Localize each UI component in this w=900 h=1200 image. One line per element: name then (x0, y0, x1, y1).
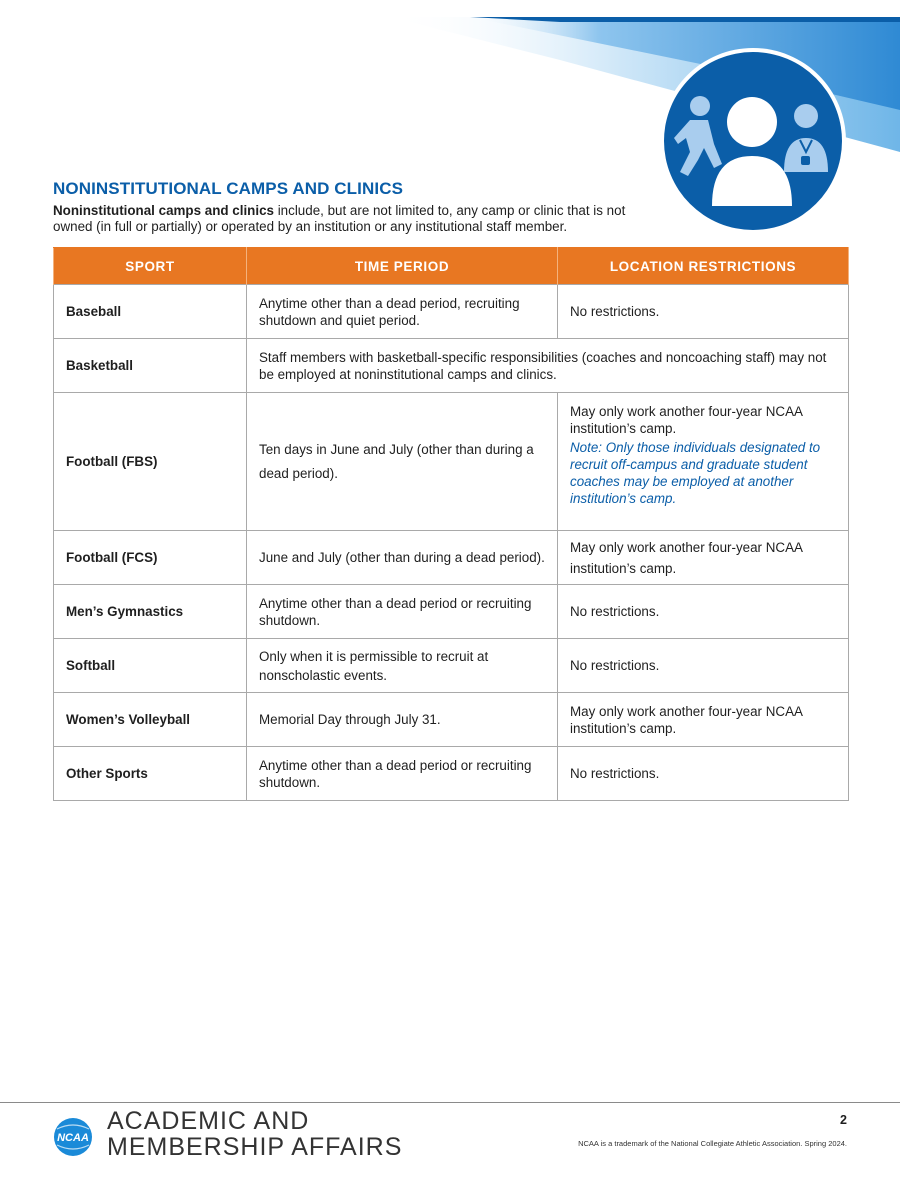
footer-divider (0, 1102, 900, 1103)
people-group-icon (660, 48, 846, 234)
location-cell: No restrictions. (558, 585, 849, 639)
sport-cell: Softball (54, 639, 247, 693)
sport-cell: Basketball (54, 339, 247, 393)
table-row (54, 693, 849, 747)
sport-cell: Other Sports (54, 747, 247, 801)
time-period-cell: June and July (other than during a dead period). (247, 531, 558, 585)
sport-cell: Women’s Volleyball (54, 693, 247, 747)
sport-cell: Football (FCS) (54, 531, 247, 585)
location-text: May only work another four-year NCAA institution’s camp. (570, 404, 803, 436)
table-row (54, 339, 849, 393)
time-period-cell: Memorial Day through July 31. (247, 693, 558, 747)
time-period-cell: Only when it is permissible to recruit at nonscholastic events. (247, 639, 558, 693)
sport-cell: Baseball (54, 285, 247, 339)
location-cell: May only work another four-year NCAA institution’s camp. (558, 531, 849, 585)
table-row (54, 747, 849, 801)
location-cell: No restrictions. (558, 747, 849, 801)
table-row (54, 285, 849, 339)
section-title: NONINSTITUTIONAL CAMPS AND CLINICS (53, 179, 404, 198)
table-row (54, 531, 849, 585)
org-name-line-2: MEMBERSHIP AFFAIRS (107, 1133, 403, 1161)
org-name-line-1: ACADEMIC AND (107, 1107, 310, 1135)
location-cell (558, 393, 849, 531)
ncaa-logo (53, 1117, 93, 1157)
camps-table (53, 247, 849, 801)
time-period-cell: Anytime other than a dead period or recruiting shutdown. (247, 747, 558, 801)
page-number: 2 (840, 1113, 847, 1127)
time-period-cell: Anytime other than a dead period or recruiting shutdown. (247, 585, 558, 639)
table-row (54, 393, 849, 531)
time-period-cell: Anytime other than a dead period, recruiting shutdown and quiet period. (247, 285, 558, 339)
intro-paragraph (53, 203, 643, 235)
header-location-restrictions: LOCATION RESTRICTIONS (558, 248, 849, 285)
location-cell: May only work another four-year NCAA institution’s camp. (558, 693, 849, 747)
table-row (54, 639, 849, 693)
location-cell: No restrictions. (558, 285, 849, 339)
intro-text: include, but are not limited to, any camp or clinic that is not owned (in full or partially) or operated by an institution or any institutional staff member. (53, 203, 626, 234)
intro-bold-term: Noninstitutional camps and clinics (53, 203, 274, 218)
sport-cell: Men’s Gymnastics (54, 585, 247, 639)
ncaa-logo-text: NCAA (57, 1132, 89, 1144)
header-sport: SPORT (54, 248, 247, 285)
trademark-notice: NCAA is a trademark of the National Collegiate Athletic Association. Spring 2024. (578, 1139, 847, 1148)
merged-cell: Staff members with basketball-specific responsibilities (coaches and noncoaching staff) may not be employed at noninstitutional camps and clinics. (247, 339, 849, 393)
header-time-period: TIME PERIOD (247, 248, 558, 285)
footer-org-name (107, 1108, 402, 1160)
time-period-cell: Ten days in June and July (other than during a dead period). (247, 393, 558, 531)
table-header-row (54, 248, 849, 285)
location-cell: No restrictions. (558, 639, 849, 693)
location-note: Note: Only those individuals designated to recruit off-campus and graduate student coaches may be employed at another institution’s camp. (570, 440, 821, 506)
table-row (54, 585, 849, 639)
sport-cell: Football (FBS) (54, 393, 247, 531)
